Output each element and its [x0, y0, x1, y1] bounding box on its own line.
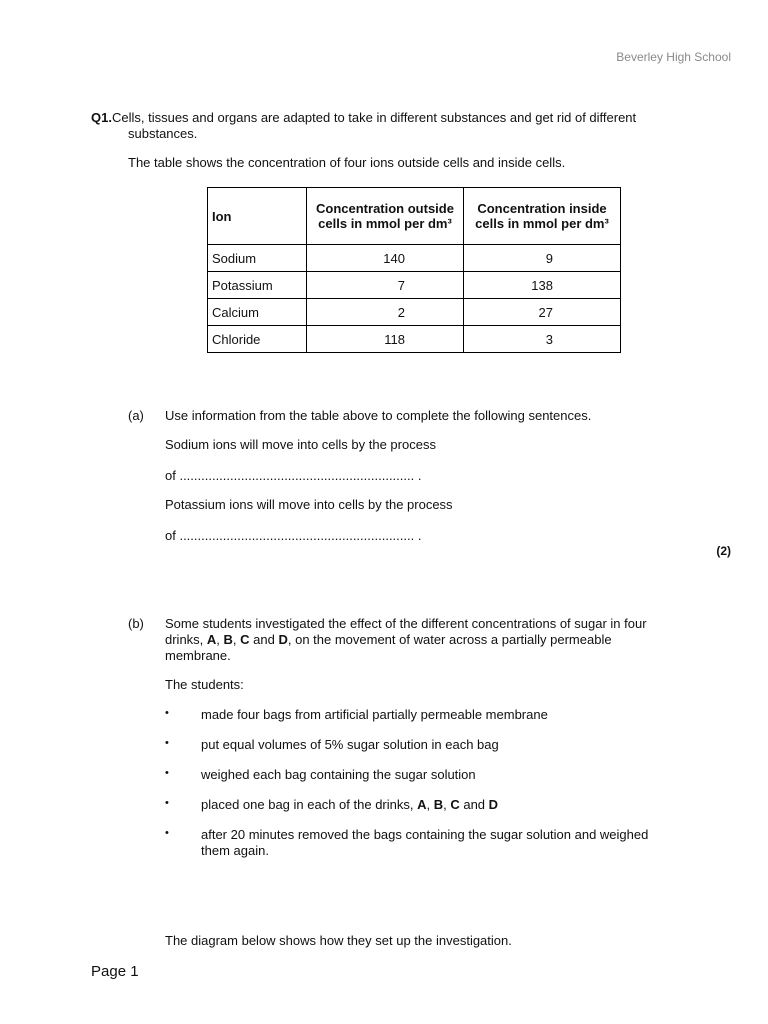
drink-a: A: [206, 632, 217, 647]
bullet-item: weighed each bag containing the sugar solution: [201, 767, 476, 782]
cell-inside: 9: [464, 245, 621, 272]
question-intro-line1: Cells, tissues and organs are adapted to take in different substances and get rid of different: [111, 110, 637, 125]
potassium-answer-blank[interactable]: of ................................................................. .: [165, 528, 422, 543]
table-row: [208, 326, 621, 353]
diagram-intro: The diagram below shows how they set up the investigation.: [165, 933, 512, 948]
header-ion: Ion: [208, 188, 307, 245]
cell-ion: Chloride: [208, 326, 307, 353]
bullet-icon: •: [165, 707, 169, 719]
table-row: [208, 272, 621, 299]
table-row: [208, 245, 621, 272]
cell-outside: 118: [307, 326, 464, 353]
bullet-icon: •: [165, 827, 169, 839]
header-inside: Concentration inside cells in mmol per dm³: [464, 188, 621, 245]
ion-concentration-table: [207, 187, 621, 353]
question-intro-line2: substances.: [128, 126, 198, 141]
table-intro: The table shows the concentration of four ions outside cells and inside cells.: [128, 155, 566, 170]
cell-inside: 3: [464, 326, 621, 353]
part-b-intro-line1: Some students investigated the effect of the different concentrations of sugar in four: [165, 616, 647, 631]
cell-outside: 2: [307, 299, 464, 326]
drink-b: B: [223, 632, 233, 647]
part-b-intro-line2: drinks, A, B, C and D, on the movement of water across a partially permeable: [165, 632, 612, 647]
question-number: Q1.: [91, 110, 112, 125]
table-row: [208, 299, 621, 326]
drink-c: C: [240, 632, 250, 647]
drink-d: D: [488, 797, 499, 812]
sodium-answer-blank[interactable]: of ................................................................. .: [165, 468, 422, 483]
bullet-item: put equal volumes of 5% sugar solution in each bag: [201, 737, 499, 752]
part-b-intro: [165, 616, 705, 664]
potassium-sentence: Potassium ions will move into cells by the process: [165, 497, 453, 512]
part-b-intro-line3: membrane.: [165, 648, 231, 663]
cell-ion: Calcium: [208, 299, 307, 326]
bullet-icon: •: [165, 797, 169, 809]
question-intro: [91, 110, 711, 126]
bullet-item: placed one bag in each of the drinks, A, B, C and D: [201, 797, 499, 812]
cell-ion: Sodium: [208, 245, 307, 272]
page-number: Page 1: [91, 963, 139, 980]
sodium-sentence: Sodium ions will move into cells by the process: [165, 437, 436, 452]
drink-c: C: [450, 797, 460, 812]
drink-b: B: [433, 797, 444, 812]
bullet-item: after 20 minutes removed the bags containing the sugar solution and weighed them again.: [201, 827, 649, 858]
drink-a: A: [417, 797, 427, 812]
students-label: The students:: [165, 677, 244, 692]
bullet-item: made four bags from artificial partially permeable membrane: [201, 707, 548, 722]
header-outside: Concentration outside cells in mmol per dm³: [307, 188, 464, 245]
part-a-instruction: Use information from the table above to complete the following sentences.: [165, 408, 592, 423]
school-name: Beverley High School: [616, 50, 731, 64]
bullet-icon: •: [165, 767, 169, 779]
part-b-label: (b): [128, 616, 144, 631]
bullet-icon: •: [165, 737, 169, 749]
cell-inside: 138: [464, 272, 621, 299]
cell-outside: 140: [307, 245, 464, 272]
drink-d: D: [278, 632, 288, 647]
part-a-marks: (2): [716, 544, 731, 558]
part-a-label: (a): [128, 408, 144, 423]
table-header-row: [208, 188, 621, 245]
cell-inside: 27: [464, 299, 621, 326]
cell-ion: Potassium: [208, 272, 307, 299]
cell-outside: 7: [307, 272, 464, 299]
